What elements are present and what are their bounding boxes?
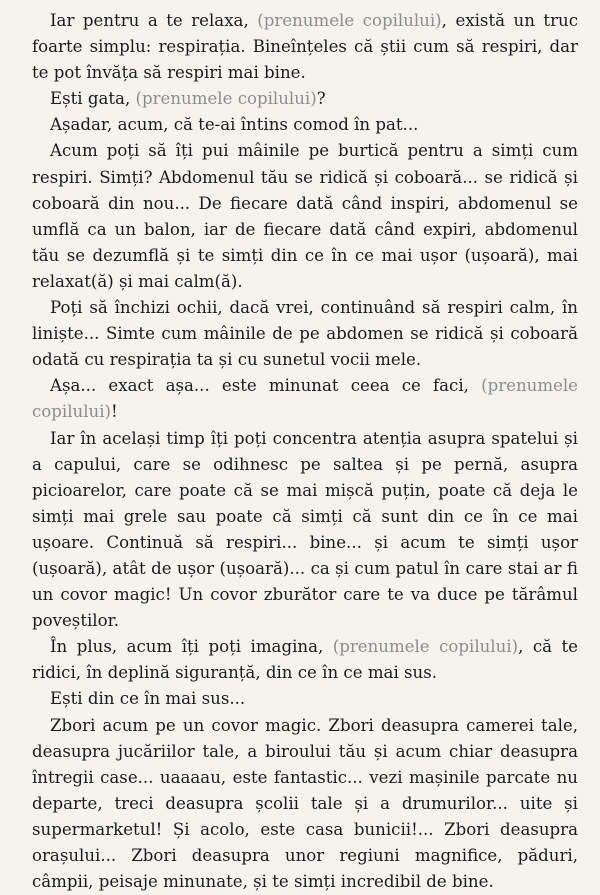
- text-segment: !: [110, 402, 118, 422]
- text-segment: , există un truc foarte simplu: respirația. Bineînțeles că știi cum să respiri, dar te pot învăța să respiri mai bine.: [32, 11, 578, 83]
- paragraph: [32, 373, 578, 425]
- text-segment: Așadar, acum, că te-ai întins comod în pat...: [50, 115, 419, 135]
- paragraph: [32, 138, 578, 295]
- child-name-placeholder: (prenumele copilului): [135, 89, 317, 109]
- paragraph: [32, 426, 578, 635]
- child-name-placeholder: (prenumele copilului): [257, 11, 442, 30]
- text-segment: Iar în același timp îți poți concentra atenția asupra spatelui și a capului, care se odihnesc pe saltea și pe pernă, asupra picioarelor, care poate că se mai mișcă puțin, poate că deja le simți mai grele sau poate că simți că sunt din ce în ce mai ușoare. Continuă să respiri... bine... și acum te simți ușor (ușoară), atât de ușor (ușoară)... ca și cum patul în care stai ar fi un covor magic! Un covor zburător care te va duce pe tărâmul poveștilor.: [32, 428, 578, 631]
- text-segment: Iar pentru a te relaxa,: [50, 11, 258, 30]
- paragraph: [32, 634, 578, 686]
- text-segment: Ești din ce în mai sus...: [50, 689, 246, 709]
- text-segment: Zbori acum pe un covor magic. Zbori deasupra camerei tale, deasupra jucăriilor tale, a biroului tău și acum chiar deasupra întregii case... uaaaau, este fantastic... vezi mașinile parcate nu departe, treci deasupra școlii tale și a drumurilor... uite și supermarketul! Și acolo, este casa bunicii!... Zbori deasupra orașului... Zbori deasupra unor regiuni magnifice, păduri, câmpii, peisaje minunate, și te simți incredibil de bine.: [32, 715, 578, 892]
- child-name-placeholder: (prenumele copilului): [332, 637, 519, 657]
- text-segment: ?: [316, 89, 326, 109]
- text-segment: , că te ridici, în deplină siguranță, din ce în ce mai sus.: [32, 637, 578, 683]
- paragraph: [32, 112, 578, 138]
- text-segment: Poți să închizi ochii, dacă vrei, continuând să respiri calm, în liniște... Simte cum mâinile de pe abdomen se ridică și coboară odată cu respirația ta și cu sunetul vocii mele.: [32, 298, 578, 370]
- text-segment: Ești gata,: [50, 89, 136, 109]
- paragraph: [32, 86, 578, 112]
- paragraph: [32, 8, 578, 86]
- text-segment: În plus, acum îți poți imagina,: [50, 637, 333, 657]
- text-segment: Acum poți să îți pui mâinile pe burtică pentru a simți cum respiri. Simți? Abdomenul tău se ridică și coboară... se ridică și coboară din nou... De fiecare dată când inspiri, abdomenul se umflă ca un balon, iar de fiecare dată când expiri, abdomenul tău se dezumflă și te simți din ce în ce mai ușor (ușoară), mai relaxat(ă) și mai calm(ă).: [32, 141, 578, 291]
- paragraph: [32, 686, 578, 712]
- paragraph: [32, 713, 578, 895]
- paragraph: [32, 295, 578, 373]
- text-segment: Așa... exact așa... este minunat ceea ce faci,: [50, 376, 482, 396]
- child-name-placeholder: (prenumele copilului): [32, 376, 578, 422]
- body-text: [32, 8, 578, 895]
